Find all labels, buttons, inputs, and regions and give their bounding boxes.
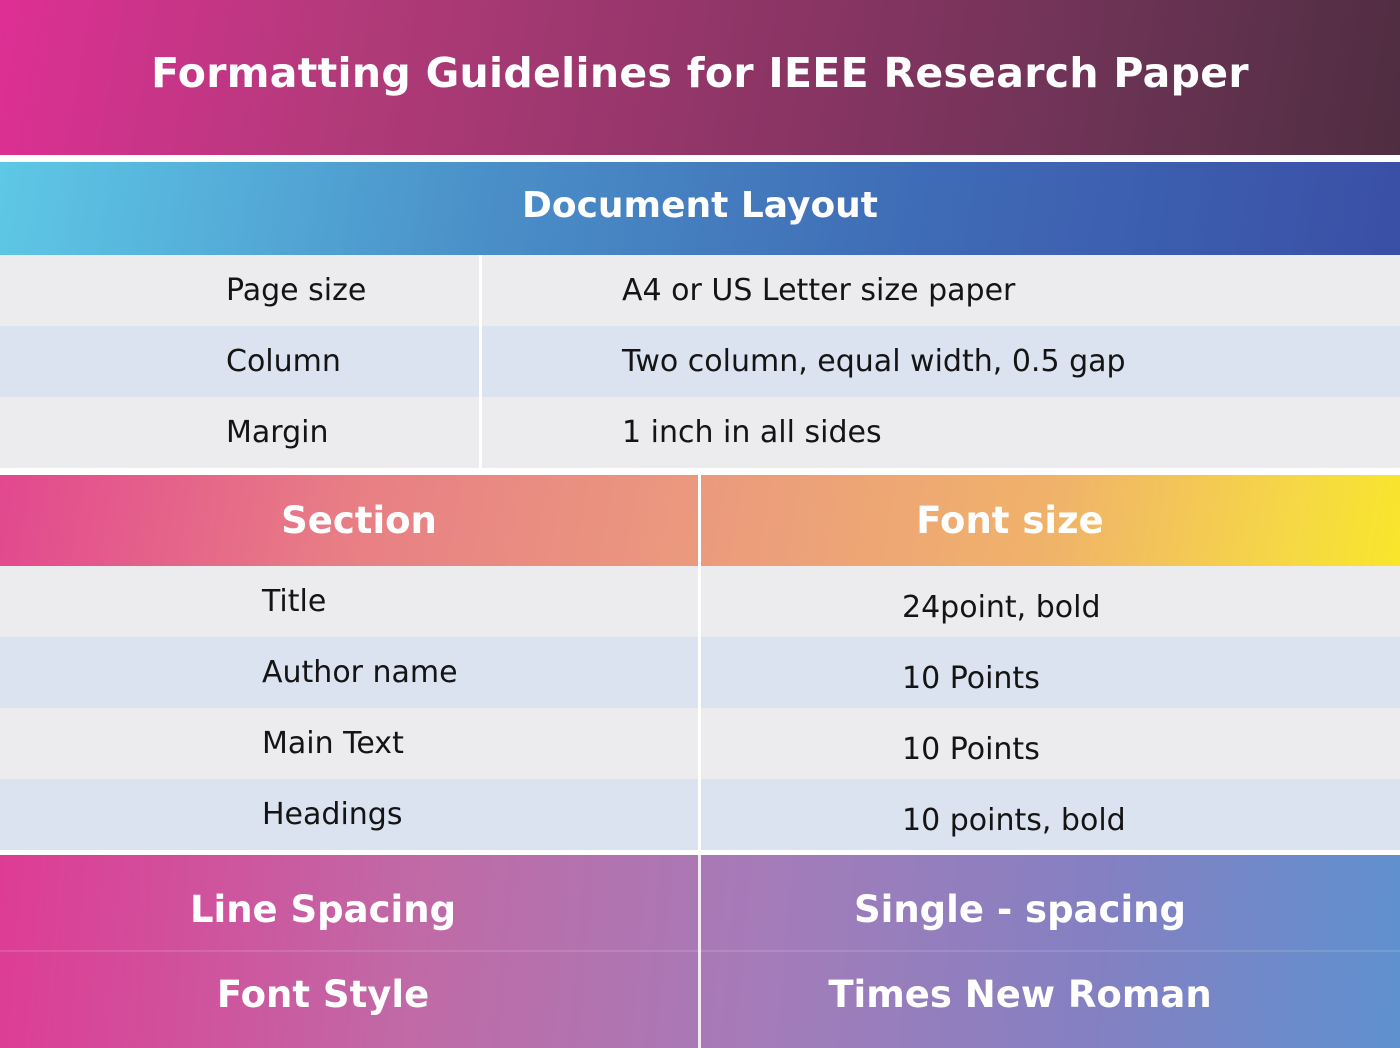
layout-value: Two column, equal width, 0.5 gap (622, 344, 1126, 379)
font-size-column-header: Font size (916, 499, 1104, 542)
font-size-cell: 24point, bold (902, 590, 1101, 625)
table-row (0, 255, 1400, 326)
column-divider (698, 475, 701, 566)
font-size-cell: 10 Points (902, 661, 1040, 696)
font-style-label: Font Style (216, 972, 430, 1016)
table-row (0, 326, 1400, 397)
section-cell: Author name (262, 655, 458, 690)
layout-label: Margin (226, 415, 329, 450)
column-divider (698, 566, 701, 850)
layout-value: 1 inch in all sides (622, 415, 882, 450)
other-settings-table (0, 855, 1400, 1048)
column-divider (479, 255, 482, 468)
page-title: Formatting Guidelines for IEEE Research Paper (151, 48, 1249, 97)
font-size-cell: 10 points, bold (902, 803, 1126, 838)
table-row (0, 397, 1400, 468)
layout-label: Page size (226, 273, 367, 308)
document-layout-table (0, 255, 1400, 468)
document-layout-header (0, 162, 1400, 255)
layout-label: Column (226, 344, 341, 379)
font-style-value: Times New Roman (828, 972, 1212, 1016)
section-cell: Title (262, 584, 327, 619)
layout-value: A4 or US Letter size paper (622, 273, 1016, 308)
font-size-cell: 10 Points (902, 732, 1040, 767)
document-layout-heading: Document Layout (521, 185, 879, 226)
section-column-header: Section (281, 499, 437, 542)
line-spacing-value: Single - spacing (854, 887, 1186, 931)
section-cell: Main Text (262, 726, 404, 761)
section-cell: Headings (262, 797, 403, 832)
title-banner (0, 0, 1400, 155)
line-spacing-label: Line Spacing (189, 887, 457, 931)
